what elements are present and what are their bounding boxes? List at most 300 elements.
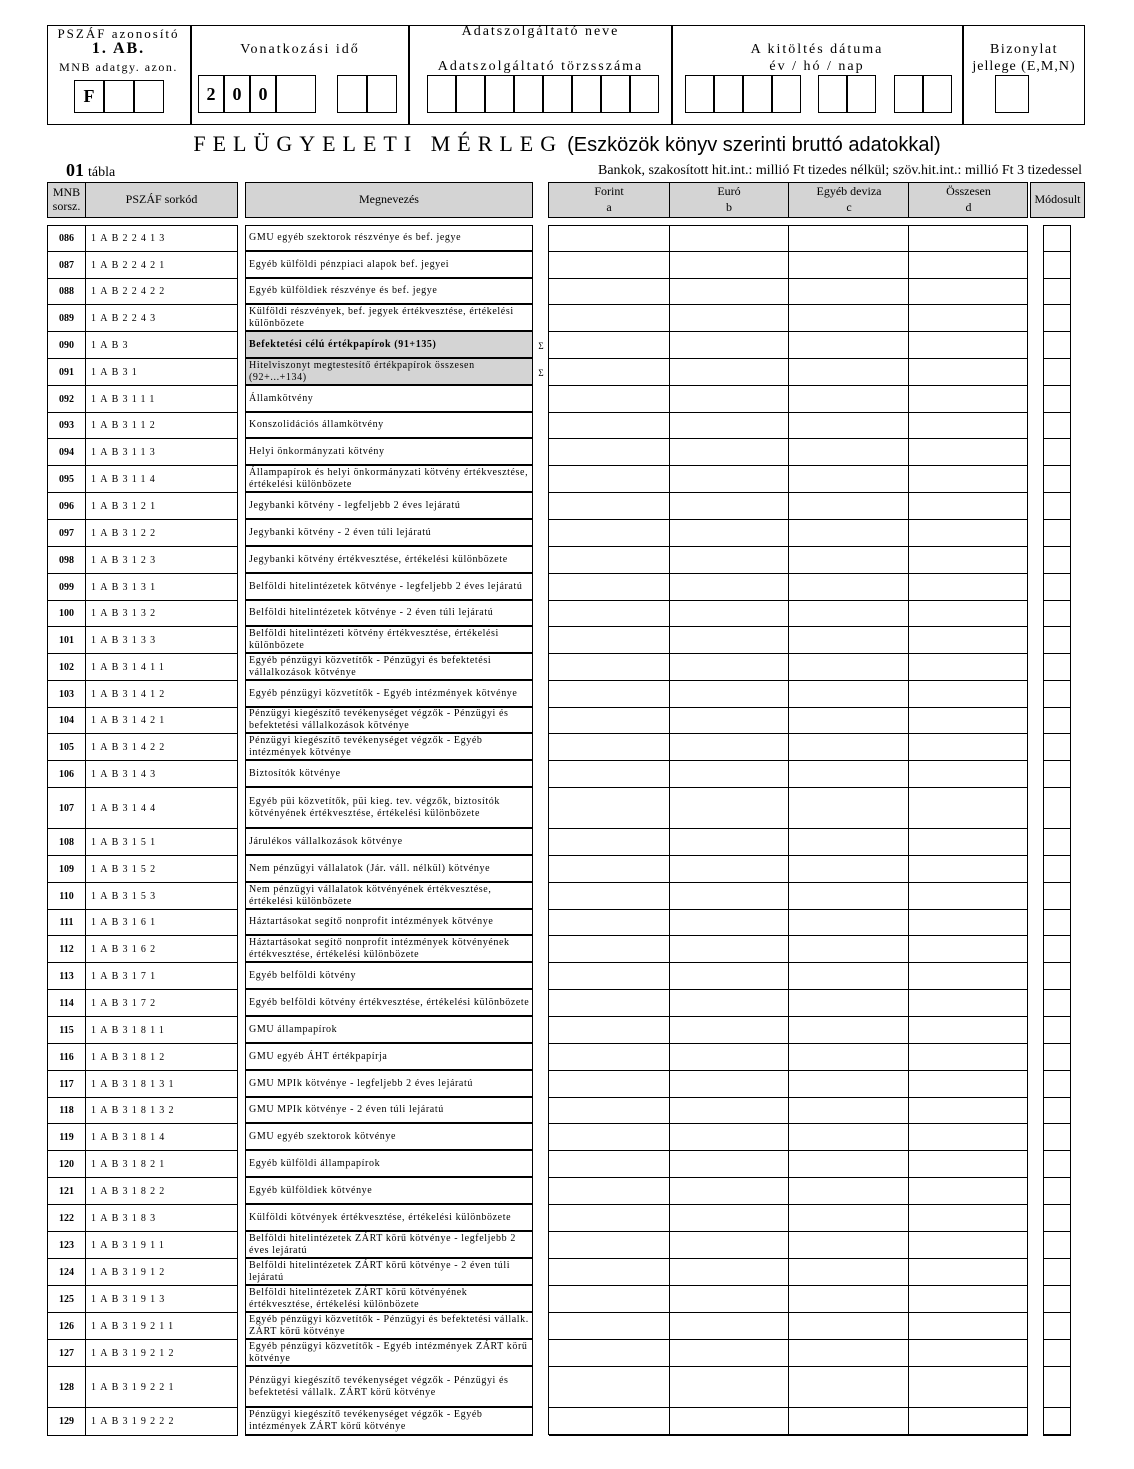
torzsszam-box-4[interactable] — [514, 75, 543, 113]
row-input-osszesen[interactable] — [909, 708, 1028, 734]
row-input-osszesen[interactable] — [909, 1151, 1028, 1178]
row-input-euro[interactable] — [669, 1408, 789, 1436]
row-input-euro[interactable] — [669, 1205, 789, 1232]
row-input-osszesen[interactable] — [909, 734, 1028, 761]
date-year-box-3[interactable] — [743, 75, 772, 113]
row-input-osszesen[interactable] — [909, 1071, 1028, 1098]
row-input-euro[interactable] — [669, 681, 789, 708]
row-input-osszesen[interactable] — [909, 936, 1028, 963]
row-input-euro[interactable] — [669, 1098, 789, 1124]
row-mnb-number: 117 — [47, 1071, 86, 1098]
row-input-forint[interactable] — [549, 761, 669, 788]
title-main: FELÜGYELETI MÉRLEG — [193, 131, 564, 156]
row-input-euro[interactable] — [669, 734, 789, 761]
row-input-forint[interactable] — [549, 1151, 669, 1178]
row-input-forint[interactable] — [549, 788, 669, 829]
row-input-osszesen[interactable] — [909, 252, 1028, 279]
row-input-euro[interactable] — [669, 1367, 789, 1408]
row-input-osszesen[interactable] — [909, 1367, 1028, 1408]
row-input-forint[interactable] — [549, 574, 669, 601]
col-euro-label: Euró — [717, 184, 741, 198]
row-mnb-number: 090 — [47, 332, 86, 359]
row-input-forint[interactable] — [549, 856, 669, 883]
row-input-osszesen[interactable] — [909, 990, 1028, 1017]
row-input-euro[interactable] — [669, 1044, 789, 1071]
row-input-egyeb-deviza[interactable] — [789, 547, 909, 574]
row-input-euro[interactable] — [669, 990, 789, 1017]
row-description: Állampapírok és helyi önkormányzati kötvény értékvesztése, értékelési különbözete — [245, 466, 533, 493]
row-pszaf-code: 1AB3 — [86, 332, 238, 359]
row-modosult-checkbox[interactable] — [1043, 681, 1071, 708]
row-input-forint[interactable] — [549, 1313, 669, 1340]
torzsszam-box-8[interactable] — [630, 75, 659, 113]
row-input-osszesen[interactable] — [909, 1098, 1028, 1124]
row-input-euro[interactable] — [669, 1017, 789, 1044]
row-description: Nem pénzügyi vállalatok kötvényének értékvesztése, értékelési különbözete — [245, 883, 533, 910]
row-input-osszesen[interactable] — [909, 520, 1028, 547]
row-input-egyeb-deviza[interactable] — [789, 1259, 909, 1286]
row-input-forint[interactable] — [549, 829, 669, 856]
row-input-euro[interactable] — [669, 1232, 789, 1259]
row-input-forint[interactable] — [549, 990, 669, 1017]
row-modosult-checkbox[interactable] — [1043, 520, 1071, 547]
row-input-osszesen[interactable] — [909, 963, 1028, 990]
mnb-code-box-2[interactable] — [104, 80, 134, 113]
row-input-forint[interactable] — [549, 1232, 669, 1259]
row-input-osszesen[interactable] — [909, 1124, 1028, 1151]
row-input-egyeb-deviza[interactable] — [789, 910, 909, 936]
row-input-egyeb-deviza[interactable] — [789, 413, 909, 439]
row-modosult-checkbox[interactable] — [1043, 963, 1071, 990]
row-input-euro[interactable] — [669, 654, 789, 681]
row-input-egyeb-deviza[interactable] — [789, 601, 909, 627]
col-megnevezes: Megnevezés — [245, 182, 533, 218]
row-pszaf-code: 1AB3122 — [86, 520, 238, 547]
row-input-egyeb-deviza[interactable] — [789, 1017, 909, 1044]
row-description: Befektetési célú értékpapírok (91+135) — [245, 332, 533, 359]
row-modosult-checkbox[interactable] — [1043, 734, 1071, 761]
torzsszam-boxes — [427, 75, 659, 113]
row-input-egyeb-deviza[interactable] — [789, 1071, 909, 1098]
table-row — [0, 359, 1134, 386]
row-modosult-checkbox[interactable] — [1043, 601, 1071, 627]
row-modosult-checkbox[interactable] — [1043, 1313, 1071, 1340]
row-input-egyeb-deviza[interactable] — [789, 439, 909, 466]
row-input-osszesen[interactable] — [909, 1017, 1028, 1044]
row-input-forint[interactable] — [549, 734, 669, 761]
row-input-euro[interactable] — [669, 1124, 789, 1151]
row-modosult-checkbox[interactable] — [1043, 1205, 1071, 1232]
row-input-euro[interactable] — [669, 574, 789, 601]
row-input-forint[interactable] — [549, 413, 669, 439]
row-modosult-checkbox[interactable] — [1043, 547, 1071, 574]
row-input-osszesen[interactable] — [909, 1205, 1028, 1232]
row-input-osszesen[interactable] — [909, 332, 1028, 359]
row-input-egyeb-deviza[interactable] — [789, 883, 909, 910]
table-row — [0, 439, 1134, 466]
row-input-euro[interactable] — [669, 225, 789, 252]
row-modosult-checkbox[interactable] — [1043, 413, 1071, 439]
row-input-osszesen[interactable] — [909, 439, 1028, 466]
row-input-euro[interactable] — [669, 386, 789, 413]
date-day-box-2[interactable] — [923, 75, 952, 113]
row-input-forint[interactable] — [549, 627, 669, 654]
row-input-egyeb-deviza[interactable] — [789, 1340, 909, 1367]
row-description: GMU MPIk kötvénye - 2 éven túli lejáratú — [245, 1098, 533, 1124]
row-input-forint[interactable] — [549, 279, 669, 305]
date-day-box-1[interactable] — [894, 75, 923, 113]
row-input-euro[interactable] — [669, 305, 789, 332]
row-input-forint[interactable] — [549, 332, 669, 359]
row-input-forint[interactable] — [549, 359, 669, 386]
row-input-euro[interactable] — [669, 359, 789, 386]
row-input-egyeb-deviza[interactable] — [789, 654, 909, 681]
row-description: Belföldi hitelintézetek kötvénye - 2 éven túli lejáratú — [245, 601, 533, 627]
date-year-box-4[interactable] — [772, 75, 801, 113]
row-input-forint[interactable] — [549, 681, 669, 708]
row-modosult-checkbox[interactable] — [1043, 936, 1071, 963]
row-description: Konszolidációs államkötvény — [245, 413, 533, 439]
row-modosult-checkbox[interactable] — [1043, 493, 1071, 520]
row-mnb-number: 114 — [47, 990, 86, 1017]
row-modosult-checkbox[interactable] — [1043, 439, 1071, 466]
torzsszam-box-3[interactable] — [485, 75, 514, 113]
row-modosult-checkbox[interactable] — [1043, 1408, 1071, 1436]
row-input-osszesen[interactable] — [909, 1408, 1028, 1436]
row-input-osszesen[interactable] — [909, 856, 1028, 883]
table-row — [0, 1408, 1134, 1436]
row-input-egyeb-deviza[interactable] — [789, 1098, 909, 1124]
row-input-osszesen[interactable] — [909, 413, 1028, 439]
row-input-osszesen[interactable] — [909, 279, 1028, 305]
row-input-euro[interactable] — [669, 413, 789, 439]
row-modosult-checkbox[interactable] — [1043, 788, 1071, 829]
row-modosult-checkbox[interactable] — [1043, 1017, 1071, 1044]
torzsszam-box-5[interactable] — [543, 75, 572, 113]
row-input-forint[interactable] — [549, 1367, 669, 1408]
row-input-euro[interactable] — [669, 910, 789, 936]
row-input-euro[interactable] — [669, 1071, 789, 1098]
row-input-forint[interactable] — [549, 963, 669, 990]
row-input-osszesen[interactable] — [909, 788, 1028, 829]
row-input-forint[interactable] — [549, 936, 669, 963]
row-input-euro[interactable] — [669, 439, 789, 466]
row-input-forint[interactable] — [549, 1205, 669, 1232]
row-input-egyeb-deviza[interactable] — [789, 466, 909, 493]
col-forint — [549, 183, 669, 215]
table-row — [0, 252, 1134, 279]
row-input-egyeb-deviza[interactable] — [789, 681, 909, 708]
row-input-forint[interactable] — [549, 1044, 669, 1071]
row-input-forint[interactable] — [549, 1259, 669, 1286]
row-input-osszesen[interactable] — [909, 829, 1028, 856]
row-input-euro[interactable] — [669, 1151, 789, 1178]
row-input-euro[interactable] — [669, 761, 789, 788]
row-input-egyeb-deviza[interactable] — [789, 1151, 909, 1178]
row-input-forint[interactable] — [549, 708, 669, 734]
row-modosult-checkbox[interactable] — [1043, 1259, 1071, 1286]
row-modosult-checkbox[interactable] — [1043, 305, 1071, 332]
row-input-forint[interactable] — [549, 1071, 669, 1098]
row-pszaf-code: 1AB22413 — [86, 225, 238, 252]
torzsszam-box-7[interactable] — [601, 75, 630, 113]
row-input-egyeb-deviza[interactable] — [789, 936, 909, 963]
row-input-euro[interactable] — [669, 466, 789, 493]
row-modosult-checkbox[interactable] — [1043, 386, 1071, 413]
row-modosult-checkbox[interactable] — [1043, 910, 1071, 936]
row-pszaf-code: 1AB3123 — [86, 547, 238, 574]
row-pszaf-code: 1AB319222 — [86, 1408, 238, 1436]
year-box-4[interactable] — [276, 75, 316, 113]
row-input-euro[interactable] — [669, 252, 789, 279]
row-input-forint[interactable] — [549, 252, 669, 279]
row-modosult-checkbox[interactable] — [1043, 279, 1071, 305]
row-description: Államkötvény — [245, 386, 533, 413]
row-input-egyeb-deviza[interactable] — [789, 990, 909, 1017]
row-input-forint[interactable] — [549, 493, 669, 520]
row-modosult-checkbox[interactable] — [1043, 1367, 1071, 1408]
month-box-1[interactable] — [337, 75, 367, 113]
row-input-egyeb-deviza[interactable] — [789, 574, 909, 601]
row-input-osszesen[interactable] — [909, 1340, 1028, 1367]
row-input-euro[interactable] — [669, 601, 789, 627]
row-input-osszesen[interactable] — [909, 547, 1028, 574]
col-pszaf-sorkod: PSZÁF sorkód — [86, 182, 238, 218]
row-description: Belföldi hitelintézetek kötvénye - legfeljebb 2 éves lejáratú — [245, 574, 533, 601]
row-modosult-checkbox[interactable] — [1043, 1340, 1071, 1367]
mnb-code-box-3[interactable] — [134, 80, 164, 113]
doc-type-box[interactable] — [995, 75, 1029, 113]
row-input-forint[interactable] — [549, 1124, 669, 1151]
row-input-forint[interactable] — [549, 386, 669, 413]
row-input-osszesen[interactable] — [909, 1259, 1028, 1286]
month-box-2[interactable] — [367, 75, 397, 113]
row-input-forint[interactable] — [549, 910, 669, 936]
table-row — [0, 1286, 1134, 1313]
row-input-egyeb-deviza[interactable] — [789, 708, 909, 734]
row-input-egyeb-deviza[interactable] — [789, 788, 909, 829]
torzsszam-box-6[interactable] — [572, 75, 601, 113]
row-mnb-number: 102 — [47, 654, 86, 681]
row-modosult-checkbox[interactable] — [1043, 225, 1071, 252]
row-input-euro[interactable] — [669, 708, 789, 734]
row-input-egyeb-deviza[interactable] — [789, 332, 909, 359]
row-input-euro[interactable] — [669, 1313, 789, 1340]
row-modosult-checkbox[interactable] — [1043, 1286, 1071, 1313]
row-input-euro[interactable] — [669, 520, 789, 547]
date-month-box-1[interactable] — [818, 75, 847, 113]
row-input-euro[interactable] — [669, 788, 789, 829]
row-input-osszesen[interactable] — [909, 1313, 1028, 1340]
row-input-egyeb-deviza[interactable] — [789, 734, 909, 761]
date-year-box-2[interactable] — [714, 75, 743, 113]
torzsszam-box-2[interactable] — [456, 75, 485, 113]
row-input-egyeb-deviza[interactable] — [789, 1178, 909, 1205]
table-row — [0, 963, 1134, 990]
row-input-euro[interactable] — [669, 963, 789, 990]
row-modosult-checkbox[interactable] — [1043, 829, 1071, 856]
row-input-euro[interactable] — [669, 279, 789, 305]
row-input-egyeb-deviza[interactable] — [789, 359, 909, 386]
row-input-osszesen[interactable] — [909, 910, 1028, 936]
row-input-euro[interactable] — [669, 856, 789, 883]
row-input-osszesen[interactable] — [909, 305, 1028, 332]
row-input-egyeb-deviza[interactable] — [789, 1124, 909, 1151]
date-year-box-1[interactable] — [685, 75, 714, 113]
row-input-egyeb-deviza[interactable] — [789, 493, 909, 520]
row-input-euro[interactable] — [669, 627, 789, 654]
row-input-forint[interactable] — [549, 547, 669, 574]
row-input-egyeb-deviza[interactable] — [789, 1313, 909, 1340]
row-input-forint[interactable] — [549, 439, 669, 466]
row-input-egyeb-deviza[interactable] — [789, 1367, 909, 1408]
row-mnb-number: 115 — [47, 1017, 86, 1044]
row-input-osszesen[interactable] — [909, 466, 1028, 493]
row-input-egyeb-deviza[interactable] — [789, 627, 909, 654]
row-description: GMU egyéb szektorok részvénye és bef. jegye — [245, 225, 533, 252]
page-title — [0, 131, 1134, 157]
row-input-osszesen[interactable] — [909, 225, 1028, 252]
row-input-forint[interactable] — [549, 654, 669, 681]
row-input-osszesen[interactable] — [909, 627, 1028, 654]
table-row — [0, 1071, 1134, 1098]
row-modosult-checkbox[interactable] — [1043, 1151, 1071, 1178]
row-input-forint[interactable] — [549, 520, 669, 547]
row-description: GMU állampapírok — [245, 1017, 533, 1044]
row-input-euro[interactable] — [669, 936, 789, 963]
row-modosult-checkbox[interactable] — [1043, 990, 1071, 1017]
table-row — [0, 305, 1134, 332]
row-pszaf-code: 1AB3183 — [86, 1205, 238, 1232]
row-mnb-number: 122 — [47, 1205, 86, 1232]
row-mnb-number: 092 — [47, 386, 86, 413]
row-modosult-checkbox[interactable] — [1043, 654, 1071, 681]
row-input-euro[interactable] — [669, 1178, 789, 1205]
col-forint-label: Forint — [594, 184, 624, 198]
row-input-egyeb-deviza[interactable] — [789, 1232, 909, 1259]
row-input-euro[interactable] — [669, 1340, 789, 1367]
row-modosult-checkbox[interactable] — [1043, 1232, 1071, 1259]
row-input-forint[interactable] — [549, 466, 669, 493]
row-mnb-number: 129 — [47, 1408, 86, 1436]
row-input-egyeb-deviza[interactable] — [789, 761, 909, 788]
year-box-2: 0 — [224, 75, 250, 113]
row-mnb-number: 124 — [47, 1259, 86, 1286]
row-input-osszesen[interactable] — [909, 883, 1028, 910]
row-input-euro[interactable] — [669, 883, 789, 910]
row-description: Egyéb pénzügyi közvetítők - Pénzügyi és befektetési vállalkozások kötvénye — [245, 654, 533, 681]
row-input-osszesen[interactable] — [909, 681, 1028, 708]
row-modosult-checkbox[interactable] — [1043, 1071, 1071, 1098]
row-input-forint[interactable] — [549, 1017, 669, 1044]
row-modosult-checkbox[interactable] — [1043, 761, 1071, 788]
row-input-forint[interactable] — [549, 883, 669, 910]
row-modosult-checkbox[interactable] — [1043, 627, 1071, 654]
row-input-forint[interactable] — [549, 1098, 669, 1124]
row-modosult-checkbox[interactable] — [1043, 332, 1071, 359]
table-row — [0, 574, 1134, 601]
row-modosult-checkbox[interactable] — [1043, 359, 1071, 386]
row-input-euro[interactable] — [669, 1286, 789, 1313]
table-row — [0, 1098, 1134, 1124]
row-input-egyeb-deviza[interactable] — [789, 1044, 909, 1071]
row-input-euro[interactable] — [669, 493, 789, 520]
row-description: Belföldi hitelintézetek ZÁRT körű kötvényének értékvesztése, értékelési különbözete — [245, 1286, 533, 1313]
row-input-osszesen[interactable] — [909, 574, 1028, 601]
row-input-osszesen[interactable] — [909, 1286, 1028, 1313]
torzsszam-box-1[interactable] — [427, 75, 456, 113]
row-input-euro[interactable] — [669, 332, 789, 359]
year-box-3: 0 — [250, 75, 276, 113]
row-input-egyeb-deviza[interactable] — [789, 305, 909, 332]
row-modosult-checkbox[interactable] — [1043, 1124, 1071, 1151]
row-modosult-checkbox[interactable] — [1043, 883, 1071, 910]
row-input-egyeb-deviza[interactable] — [789, 520, 909, 547]
row-input-egyeb-deviza[interactable] — [789, 386, 909, 413]
row-input-osszesen[interactable] — [909, 493, 1028, 520]
row-mnb-number: 118 — [47, 1098, 86, 1124]
row-input-osszesen[interactable] — [909, 654, 1028, 681]
row-input-egyeb-deviza[interactable] — [789, 829, 909, 856]
row-mnb-number: 101 — [47, 627, 86, 654]
table-row — [0, 466, 1134, 493]
row-input-euro[interactable] — [669, 1259, 789, 1286]
row-input-osszesen[interactable] — [909, 359, 1028, 386]
table-row — [0, 493, 1134, 520]
row-input-euro[interactable] — [669, 829, 789, 856]
row-input-forint[interactable] — [549, 601, 669, 627]
row-input-egyeb-deviza[interactable] — [789, 1408, 909, 1436]
row-description: Pénzügyi kiegészítő tevékenységet végzők - Egyéb intézmények ZÁRT körű kötvénye — [245, 1408, 533, 1436]
row-input-osszesen[interactable] — [909, 1232, 1028, 1259]
row-modosult-checkbox[interactable] — [1043, 1178, 1071, 1205]
row-input-osszesen[interactable] — [909, 386, 1028, 413]
col-euro — [669, 183, 789, 215]
row-input-forint[interactable] — [549, 1286, 669, 1313]
row-input-egyeb-deviza[interactable] — [789, 1286, 909, 1313]
row-input-forint[interactable] — [549, 1178, 669, 1205]
row-input-egyeb-deviza[interactable] — [789, 225, 909, 252]
row-mnb-number: 109 — [47, 856, 86, 883]
row-modosult-checkbox[interactable] — [1043, 708, 1071, 734]
row-input-osszesen[interactable] — [909, 601, 1028, 627]
row-modosult-checkbox[interactable] — [1043, 1044, 1071, 1071]
row-modosult-checkbox[interactable] — [1043, 856, 1071, 883]
row-modosult-checkbox[interactable] — [1043, 1098, 1071, 1124]
row-pszaf-code: 1AB31422 — [86, 734, 238, 761]
row-input-osszesen[interactable] — [909, 1178, 1028, 1205]
row-input-forint[interactable] — [549, 1408, 669, 1436]
row-mnb-number: 107 — [47, 788, 86, 829]
row-input-egyeb-deviza[interactable] — [789, 279, 909, 305]
row-input-egyeb-deviza[interactable] — [789, 252, 909, 279]
row-input-forint[interactable] — [549, 305, 669, 332]
row-input-forint[interactable] — [549, 225, 669, 252]
row-input-osszesen[interactable] — [909, 761, 1028, 788]
row-input-egyeb-deviza[interactable] — [789, 856, 909, 883]
date-month-box-2[interactable] — [847, 75, 876, 113]
row-input-euro[interactable] — [669, 547, 789, 574]
row-modosult-checkbox[interactable] — [1043, 252, 1071, 279]
row-modosult-checkbox[interactable] — [1043, 574, 1071, 601]
row-input-forint[interactable] — [549, 1340, 669, 1367]
row-input-egyeb-deviza[interactable] — [789, 963, 909, 990]
row-input-osszesen[interactable] — [909, 1044, 1028, 1071]
row-input-egyeb-deviza[interactable] — [789, 1205, 909, 1232]
row-modosult-checkbox[interactable] — [1043, 466, 1071, 493]
table-row — [0, 1205, 1134, 1232]
row-mnb-number: 125 — [47, 1286, 86, 1313]
